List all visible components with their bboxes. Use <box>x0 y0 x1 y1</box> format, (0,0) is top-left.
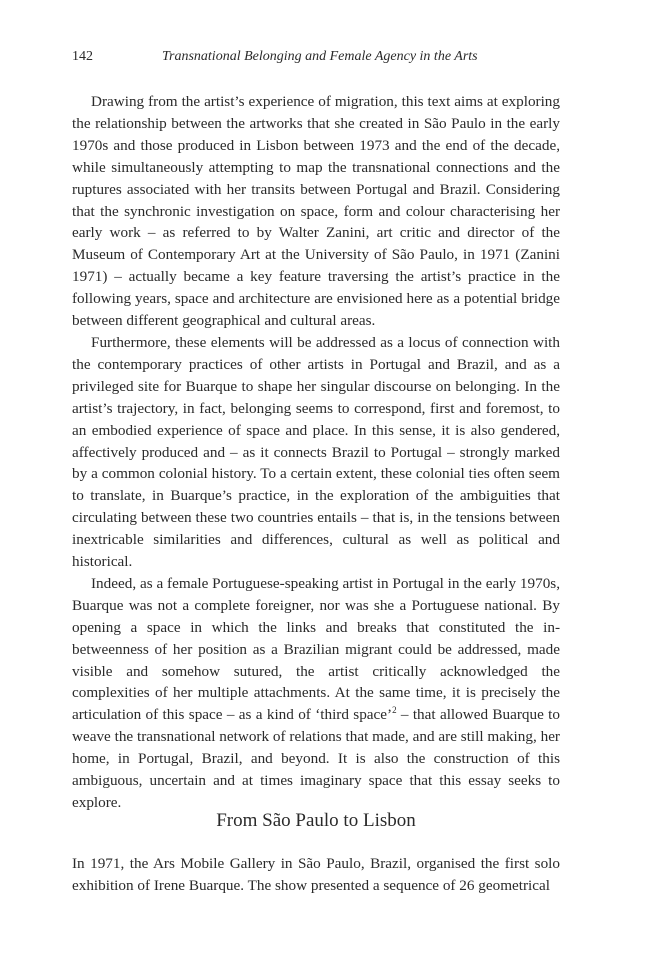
section-heading: From São Paulo to Lisbon <box>216 810 416 831</box>
paragraph-3-text-b: – that allowed Buarque to weave the transnational network of relations that made, and are still making, her home, in Portugal, Brazil, and beyond. It is also the construction of this ambiguous, uncertain and at times imaginary space that this essay seeks to explore. <box>72 706 560 811</box>
section-paragraph-1: In 1971, the Ars Mobile Gallery in São Paulo, Brazil, organised the first solo exhibition of Irene Buarque. The show presented a sequence of 26 geometrical <box>72 855 560 894</box>
page-number: 142 <box>72 49 93 64</box>
paragraph-2: Furthermore, these elements will be addressed as a locus of connection with the contemporary practices of other artists in Portugal and Brazil, and as a privileged site for Buarque to shape her singular discourse on belonging. In the artist’s trajectory, in fact, belonging seems to correspond, first and foremost, to an embodied experience of space and place. In this sense, it is also gendered, affectively produced and – as it connects Brazil to Portugal – strongly marked by a common colonial history. To a certain extent, these colonial ties often seem to translate, in Buarque’s practice, in the exploration of the ambiguities that circulating between these two countries entails – that is, in the tensions between inextricable similarities and differences, cultural as well as political and historical. <box>72 333 560 571</box>
running-head <box>72 46 560 68</box>
footnote-marker: 2 <box>392 705 397 716</box>
paragraph-3 <box>72 573 560 814</box>
paragraph-1: Drawing from the artist’s experience of migration, this text aims at exploring the relationship between the artworks that she created in São Paulo in the early 1970s and those produced in Lisbon between 1973 and the end of the decade, while simultaneously attempting to map the transnational connections and the ruptures associated with her transits between Portugal and Brazil. Considering that the synchronic investigation on space, form and colour characterising her early work – as referred to by Walter Zanini, art critic and director of the Museum of Contemporary Art at the University of São Paulo, in 1971 (Zanini 1971) – actually became a key feature traversing the artist’s practice in the following years, space and architecture are envisioned here as a potential bridge between different geographical and cultural areas. <box>72 93 560 330</box>
paragraph-3-text-a: Indeed, as a female Portuguese-speaking artist in Portugal in the early 1970s, Buarque was not a complete foreigner, nor was she a Portuguese national. By opening a space in which the links and breaks that constituted the in-betweenness of her position as a Brazilian migrant could be addressed, made visible and somehow sutured, the artist critically acknowledged the complexities of her multiple attachments. At the same time, it is precisely the articulation of this space – as a kind of ‘third space’ <box>72 574 560 724</box>
running-title: Transnational Belonging and Female Agency in the Arts <box>162 49 478 64</box>
body-text <box>72 91 560 814</box>
section-body <box>72 853 560 897</box>
